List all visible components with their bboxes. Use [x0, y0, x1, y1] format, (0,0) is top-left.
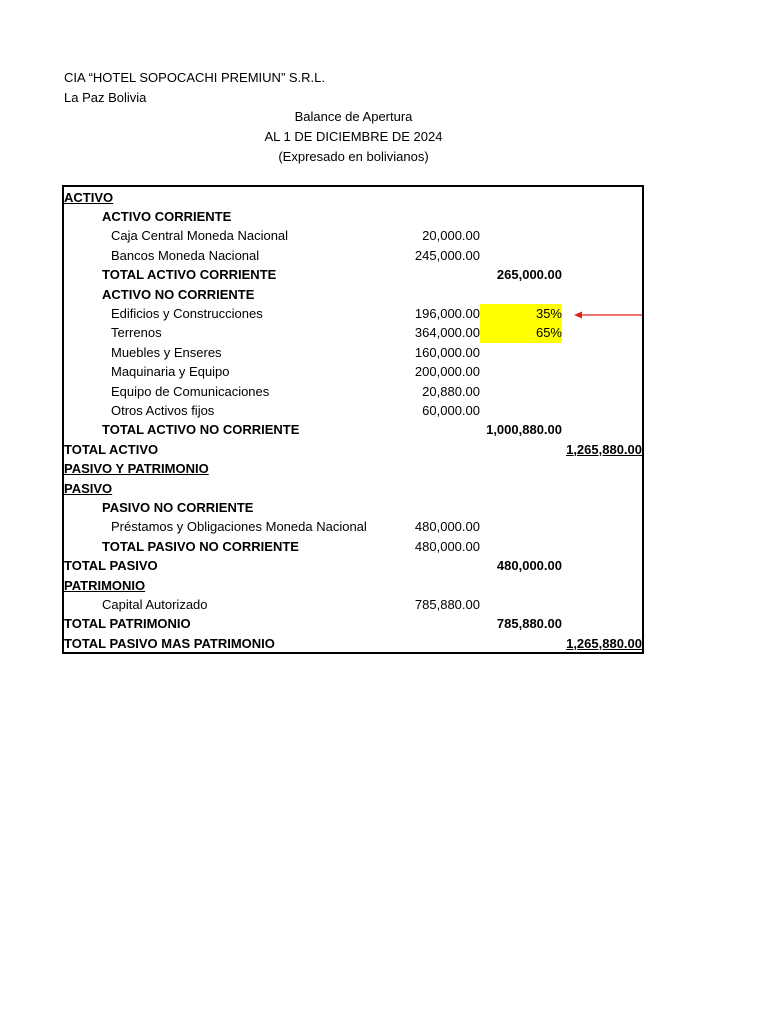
row-label: PASIVO NO CORRIENTE	[102, 499, 254, 515]
row-label: TOTAL PASIVO NO CORRIENTE	[102, 538, 299, 554]
row-label: ACTIVO	[64, 189, 114, 205]
currency-note: (Expresado en bolivianos)	[278, 149, 429, 164]
row-label: TOTAL ACTIVO	[64, 441, 159, 457]
detail-amount: 160,000.00	[414, 344, 480, 360]
row-label: Terrenos	[111, 325, 162, 341]
row-label: TOTAL ACTIVO NO CORRIENTE	[102, 422, 300, 438]
table-row	[64, 576, 642, 595]
row-label: Bancos Moneda Nacional	[111, 247, 260, 263]
detail-amount: 785,880.00	[414, 596, 480, 612]
table-row	[64, 479, 642, 498]
arrow-left-icon	[574, 306, 644, 326]
row-label: Préstamos y Obligaciones Moneda Nacional	[111, 519, 367, 535]
row-label: TOTAL PASIVO	[64, 558, 158, 574]
grand-total-amount: 1,265,880.00	[566, 441, 642, 457]
table-row	[64, 459, 642, 478]
table-row	[64, 614, 642, 633]
row-label: ACTIVO NO CORRIENTE	[102, 286, 255, 302]
detail-amount: 245,000.00	[414, 247, 480, 263]
row-label: Maquinaria y Equipo	[111, 364, 230, 380]
table-row	[64, 362, 642, 381]
detail-amount: 480,000.00	[414, 519, 480, 535]
table-row	[64, 498, 642, 517]
table-row	[64, 285, 642, 304]
table-row	[64, 634, 642, 653]
table-row	[64, 246, 642, 265]
detail-amount: 60,000.00	[422, 402, 480, 418]
table-row	[64, 440, 642, 459]
subtotal-amount: 1,000,880.00	[486, 422, 562, 438]
subtotal-amount: 265,000.00	[496, 267, 562, 283]
table-row	[64, 382, 642, 401]
table-row	[64, 420, 642, 439]
table-row	[64, 556, 642, 575]
subtotal-amount: 480,000.00	[496, 558, 562, 574]
balance-sheet-table	[62, 185, 644, 654]
percentage-value: 65%	[535, 325, 562, 341]
row-label: Capital Autorizado	[102, 596, 208, 612]
table-row	[64, 343, 642, 362]
table-row	[64, 265, 642, 284]
table-row	[64, 207, 642, 226]
table-row	[64, 595, 642, 614]
percentage-value: 35%	[535, 305, 562, 321]
company-location: La Paz Bolivia	[64, 90, 147, 105]
row-label: TOTAL PATRIMONIO	[64, 616, 191, 632]
report-title: Balance de Apertura	[294, 109, 413, 124]
table-row	[64, 517, 642, 536]
row-label: PATRIMONIO	[64, 577, 146, 593]
grand-total-amount: 1,265,880.00	[566, 635, 642, 651]
detail-amount: 20,880.00	[422, 383, 480, 399]
row-label: ACTIVO CORRIENTE	[102, 208, 232, 224]
row-label: Otros Activos fijos	[111, 402, 215, 418]
subtotal-amount: 785,880.00	[496, 616, 562, 632]
company-name: CIA “HOTEL SOPOCACHI PREMIUN” S.R.L.	[64, 70, 326, 85]
row-label: TOTAL PASIVO MAS PATRIMONIO	[64, 635, 275, 651]
table-row	[64, 323, 642, 342]
row-label: Caja Central Moneda Nacional	[111, 228, 289, 244]
table-row	[64, 226, 642, 245]
detail-amount: 200,000.00	[414, 364, 480, 380]
table-row	[64, 401, 642, 420]
row-label: Muebles y Enseres	[111, 344, 222, 360]
report-date: AL 1 DE DICIEMBRE DE 2024	[264, 129, 443, 144]
detail-amount: 20,000.00	[422, 228, 480, 244]
row-label: Edificios y Construcciones	[111, 305, 263, 321]
row-label: PASIVO	[64, 480, 113, 496]
detail-amount: 480,000.00	[414, 538, 480, 554]
detail-amount: 364,000.00	[414, 325, 480, 341]
table-row	[64, 537, 642, 556]
table-row	[64, 188, 642, 207]
detail-amount: 196,000.00	[414, 305, 480, 321]
row-label: TOTAL ACTIVO CORRIENTE	[102, 267, 277, 283]
row-label: Equipo de Comunicaciones	[111, 383, 270, 399]
table-row	[64, 304, 642, 323]
arrow-head	[574, 312, 582, 319]
row-label: PASIVO Y PATRIMONIO	[64, 461, 209, 477]
